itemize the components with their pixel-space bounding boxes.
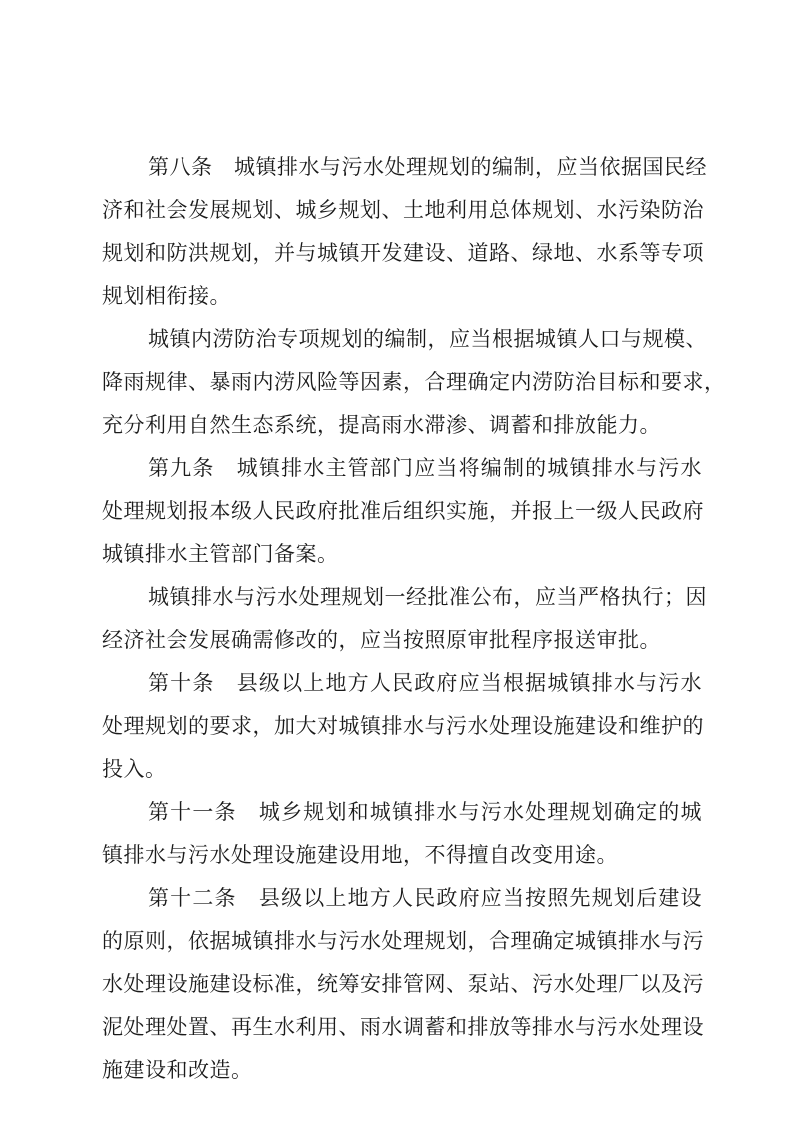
paragraph-article-9-line-1: 第九条 城镇排水主管部门应当将编制的城镇排水与污水: [148, 456, 702, 480]
paragraph-article-12-line-1: 第十二条 县级以上地方人民政府应当按照先规划后建设: [148, 886, 702, 910]
paragraph-article-11-line-2: 镇排水与污水处理设施建设用地，不得擅自改变用途。: [102, 843, 618, 867]
paragraph-article-8-line-2: 济和社会发展规划、城乡规划、土地利用总体规划、水污染防治: [102, 198, 704, 222]
paragraph-flood-planning-line-1: 城镇内涝防治专项规划的编制，应当根据城镇人口与规模、: [148, 327, 707, 351]
paragraph-article-12-line-4: 泥处理处置、再生水利用、雨水调蓄和排放等排水与污水处理设: [102, 1015, 704, 1039]
paragraph-article-12-line-2: 的原则，依据城镇排水与污水处理规划，合理确定城镇排水与污: [102, 929, 704, 953]
paragraph-article-10-line-3: 投入。: [102, 757, 167, 781]
paragraph-article-9-line-3: 城镇排水主管部门备案。: [102, 542, 339, 566]
paragraph-article-11-line-1: 第十一条 城乡规划和城镇排水与污水处理规划确定的城: [148, 800, 702, 824]
paragraph-article-9-line-2: 处理规划报本级人民政府批准后组织实施，并报上一级人民政府: [102, 499, 704, 523]
paragraph-article-8-line-1: 第八条 城镇排水与污水处理规划的编制，应当依据国民经: [148, 155, 707, 179]
paragraph-article-8-line-3: 规划和防洪规划，并与城镇开发建设、道路、绿地、水系等专项: [102, 241, 704, 265]
paragraph-article-12-line-5: 施建设和改造。: [102, 1058, 253, 1082]
paragraph-flood-planning-line-3: 充分利用自然生态系统，提高雨水滞渗、调蓄和排放能力。: [102, 413, 661, 437]
paragraph-article-10-line-1: 第十条 县级以上地方人民政府应当根据城镇排水与污水: [148, 671, 702, 695]
paragraph-article-10-line-2: 处理规划的要求，加大对城镇排水与污水处理设施建设和维护的: [102, 714, 704, 738]
paragraph-plan-execution-line-1: 城镇排水与污水处理规划一经批准公布，应当严格执行；因: [148, 585, 707, 609]
paragraph-article-12-line-3: 水处理设施建设标准，统筹安排管网、泵站、污水处理厂以及污: [102, 972, 704, 996]
paragraph-plan-execution-line-2: 经济社会发展确需修改的，应当按照原审批程序报送审批。: [102, 628, 661, 652]
paragraph-flood-planning-line-2: 降雨规律、暴雨内涝风险等因素，合理确定内涝防治目标和要求，: [102, 370, 726, 394]
paragraph-article-8-line-4: 规划相衔接。: [102, 284, 231, 308]
